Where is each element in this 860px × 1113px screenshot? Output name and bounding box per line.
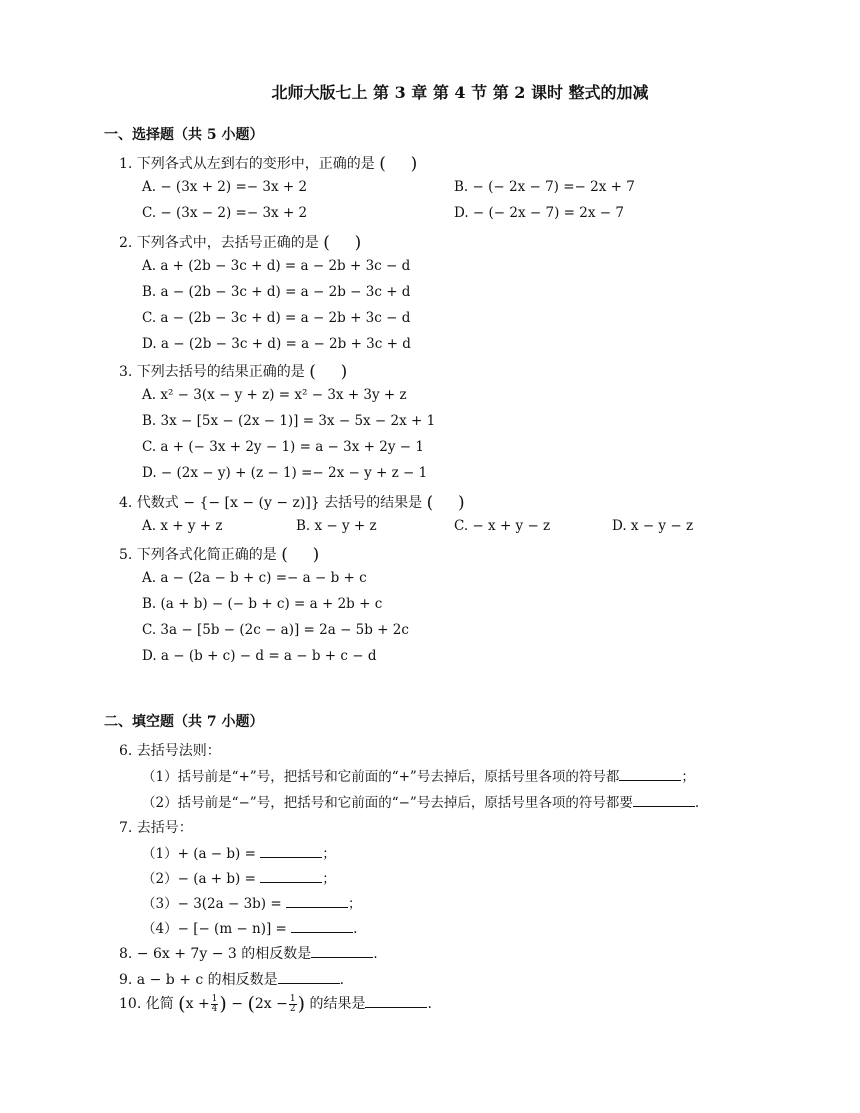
question-8: 8. − 6x + 7y − 3 的相反数是 . (119, 946, 378, 962)
answer-blank[interactable] (291, 920, 353, 933)
option-c[interactable]: C. a + (− 3x + 2y − 1) = a − 3x + 2y − 1 (142, 439, 424, 455)
option-c[interactable]: C. 3a − [5b − (2c − a)] = 2a − 5b + 2c (142, 622, 409, 638)
option-a[interactable]: A. x + y + z (142, 518, 223, 534)
question-stem: 2. 下列各式中，去括号正确的是 (119, 235, 319, 251)
option-b[interactable]: B. 3x − [5x − (2x − 1)] = 3x − 5x − 2x + 1 (142, 413, 436, 429)
q6-rule-1: （1）括号前是“+”号，把括号和它前面的“+”号去掉后，原括号里各项的符号都 ； (142, 769, 695, 785)
question-5 (119, 544, 319, 564)
answer-blank[interactable] (260, 870, 322, 883)
option-b[interactable]: B. x − y + z (296, 518, 377, 534)
question-2 (119, 232, 361, 252)
fraction: $\frac{1}{2}$ (289, 993, 296, 1014)
option-c[interactable]: C. − x + y − z (454, 518, 551, 534)
option-a[interactable]: A. x² − 3(x − y + z) = x² − 3x + 3y + z (142, 387, 407, 403)
option-b[interactable]: B. a − (2b − 3c + d) = a − 2b − 3c + d (142, 284, 411, 300)
option-c[interactable]: C. a − (2b − 3c + d) = a − 2b + 3c − d (142, 310, 411, 326)
answer-blank[interactable] (365, 995, 427, 1008)
question-3 (119, 361, 347, 381)
option-d[interactable]: D. − (− 2x − 7) = 2x − 7 (454, 205, 624, 221)
q7-item-3: （3）− 3(2a − 3b) = ； (142, 896, 362, 912)
q7-item-1: （1）+ (a − b) = ； (142, 846, 336, 862)
answer-bracket[interactable] (379, 156, 417, 172)
answer-blank[interactable] (260, 845, 322, 858)
option-d[interactable]: D. − (2x − y) + (z − 1) =− 2x − y + z − 1 (142, 465, 428, 481)
option-b[interactable]: B. − (− 2x − 7) =− 2x + 7 (454, 179, 635, 195)
option-d[interactable]: D. x − y − z (612, 518, 694, 534)
option-a[interactable]: A. − (3x + 2) =− 3x + 2 (142, 179, 308, 195)
question-4 (119, 492, 465, 512)
answer-blank[interactable] (278, 971, 340, 984)
section-heading-fill: 二、填空题（共 7 小题） (104, 714, 264, 730)
page-title: 北师大版七上 第 3 章 第 4 节 第 2 课时 整式的加减 (271, 83, 649, 102)
answer-bracket[interactable] (309, 364, 347, 380)
answer-blank[interactable] (633, 794, 695, 807)
section-heading-choice: 一、选择题（共 5 小题） (104, 127, 264, 143)
fraction: $\frac{1}{4}$ (211, 993, 218, 1014)
answer-blank[interactable] (619, 768, 681, 781)
question-stem: 4. 代数式 − {− [x − (y − z)]} 去括号的结果是 (119, 495, 423, 511)
answer-blank[interactable] (311, 945, 373, 958)
option-b[interactable]: B. (a + b) − (− b + c) = a + 2b + c (142, 596, 383, 612)
answer-bracket[interactable] (323, 235, 361, 251)
answer-bracket[interactable] (427, 495, 465, 511)
option-d[interactable]: D. a − (b + c) − d = a − b + c − d (142, 648, 377, 664)
question-7: 7. 去括号： (119, 820, 193, 836)
question-1 (119, 153, 417, 173)
question-stem: 3. 下列去括号的结果正确的是 (119, 364, 305, 380)
answer-blank[interactable] (286, 895, 348, 908)
option-c[interactable]: C. − (3x − 2) =− 3x + 2 (142, 205, 308, 221)
question-9: 9. a − b + c 的相反数是 . (119, 972, 345, 988)
option-a[interactable]: A. a − (2a − b + c) =− a − b + c (142, 570, 367, 586)
question-stem: 1. 下列各式从左到右的变形中，正确的是 (119, 156, 375, 172)
q7-item-2: （2）− (a + b) = ； (142, 871, 336, 887)
q6-rule-2: （2）括号前是“−”号，把括号和它前面的“−”号去掉后，原括号里各项的符号都要 . (142, 795, 700, 811)
question-6: 6. 去括号法则： (119, 743, 221, 759)
question-stem: 5. 下列各式化简正确的是 (119, 547, 277, 563)
option-d[interactable]: D. a − (2b − 3c + d) = a − 2b + 3c + d (142, 336, 411, 352)
question-10: 10. 化简 (x + $\frac{1}{4}$ ) − (2x − $\frac{1}{2}$ ) 的结果是 . (119, 993, 432, 1015)
option-a[interactable]: A. a + (2b − 3c + d) = a − 2b + 3c − d (142, 258, 411, 274)
answer-bracket[interactable] (281, 547, 319, 563)
q7-item-4: （4）− [− (m − n)] = . (142, 921, 358, 937)
